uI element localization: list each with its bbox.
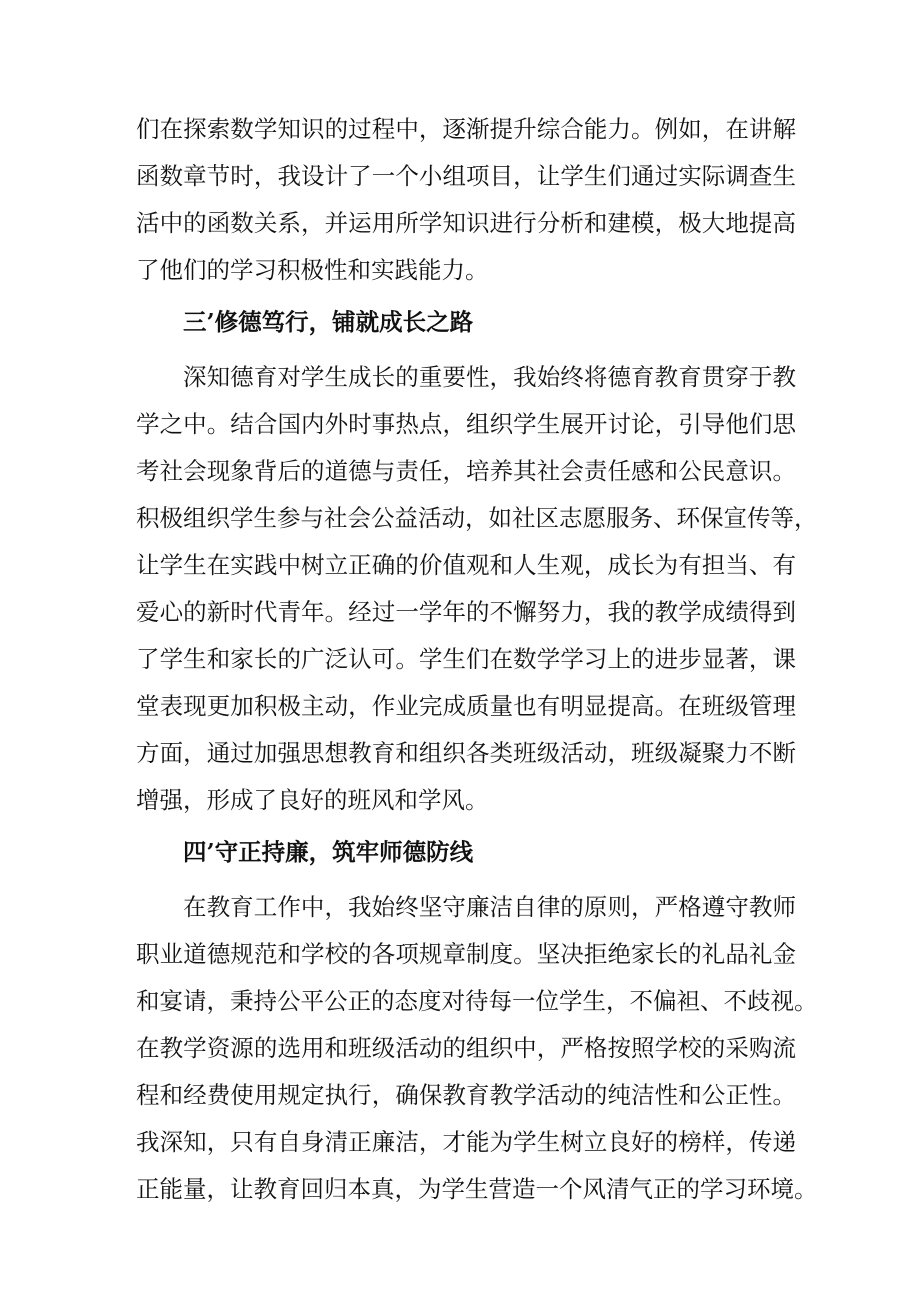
paragraph-line: 增强，形成了良好的班风和学风。	[136, 786, 489, 814]
paragraph-line: 函数章节时，我设计了一个小组项目，让学生们通过实际调查生	[136, 162, 796, 190]
paragraph-line: 积极组织学生参与社会公益活动，如社区志愿服务、环保宣传等，	[136, 504, 818, 532]
paragraph-line: 学之中。结合国内外时事热点，组织学生展开讨论，引导他们思	[136, 410, 796, 438]
section-heading-3: 三’修德笃行，铺就成长之路	[183, 308, 474, 336]
paragraph-line: 们在探索数学知识的过程中，逐渐提升综合能力。例如，在讲解	[136, 115, 796, 143]
paragraph-line: 和宴请，秉持公平公正的态度对待每一位学生，不偏袒、不歧视。	[136, 987, 818, 1015]
paragraph-line: 深知德育对学生成长的重要性，我始终将德育教育贯穿于教	[183, 363, 796, 391]
paragraph-line: 了学生和家长的广泛认可。学生们在数学学习上的进步显著，课	[136, 645, 796, 673]
paragraph-line: 活中的函数关系，并运用所学知识进行分析和建模，极大地提高	[136, 209, 796, 237]
paragraph-line: 堂表现更加积极主动，作业完成质量也有明显提高。在班级管理	[136, 692, 796, 720]
paragraph-line: 爱心的新时代青年。经过一学年的不懈努力，我的教学成绩得到	[136, 598, 796, 626]
paragraph-line: 在教育工作中，我始终坚守廉洁自律的原则，严格遵守教师	[183, 893, 796, 921]
paragraph-line: 我深知，只有自身清正廉洁，才能为学生树立良好的榜样，传递	[136, 1128, 796, 1156]
paragraph-line: 职业道德规范和学校的各项规章制度。坚决拒绝家长的礼品礼金	[136, 940, 796, 968]
paragraph-line: 了他们的学习积极性和实践能力。	[136, 256, 489, 284]
paragraph-line: 在教学资源的选用和班级活动的组织中，严格按照学校的采购流	[136, 1034, 796, 1062]
paragraph-line: 考社会现象背后的道德与责任，培养其社会责任感和公民意识。	[136, 457, 796, 485]
paragraph-line: 方面，通过加强思想教育和组织各类班级活动，班级凝聚力不断	[136, 739, 796, 767]
paragraph-line: 程和经费使用规定执行，确保教育教学活动的纯洁性和公正性。	[136, 1081, 796, 1109]
section-heading-4: 四’守正持廉，筑牢师德防线	[183, 838, 474, 866]
paragraph-line: 让学生在实践中树立正确的价值观和人生观，成长为有担当、有	[136, 551, 796, 579]
paragraph-line: 正能量，让教育回归本真，为学生营造一个风清气正的学习环境。	[136, 1175, 818, 1203]
